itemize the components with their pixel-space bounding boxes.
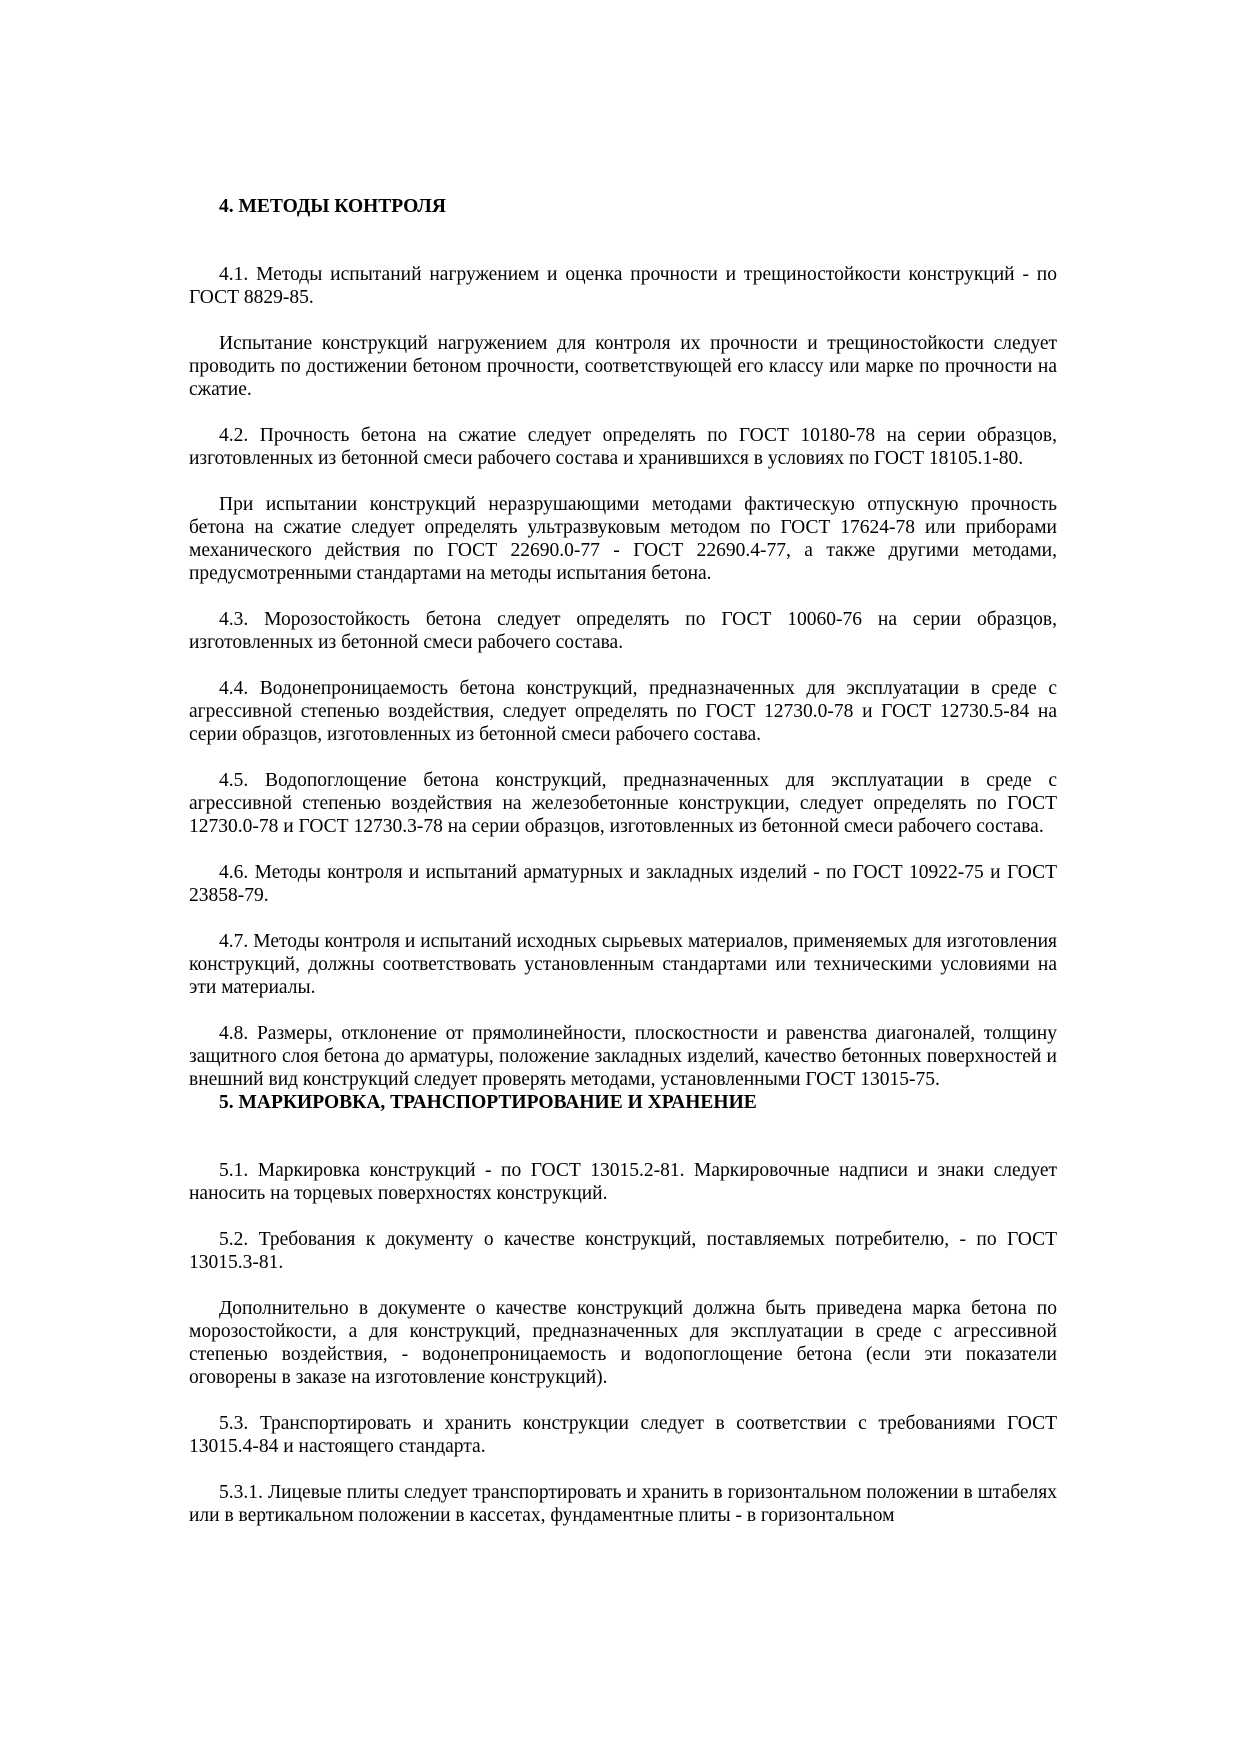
paragraph-4-4: 4.4. Водонепроницаемость бетона конструкций, предназначенных для эксплуатации в среде с агрессивной степенью воздействия, следует определять по ГОСТ 12730.0-78 и ГОСТ 12730.5-84 на серии образцов, изготовленных из бетонной смеси рабочего состава.: [189, 678, 1057, 745]
paragraph-4-3: 4.3. Морозостойкость бетона следует определять по ГОСТ 10060-76 на серии образцов, изготовленных из бетонной смеси рабочего состава.: [189, 609, 1057, 653]
paragraph-4-1-note: Испытание конструкций нагружением для контроля их прочности и трещиностойкости следует проводить по достижении бетоном прочности, соответствующей его классу или марке по прочности на сжатие.: [189, 333, 1057, 400]
paragraph-4-8: 4.8. Размеры, отклонение от прямолинейности, плоскостности и равенства диагоналей, толщину защитного слоя бетона до арматуры, положение закладных изделий, качество бетонных поверхностей и внешний вид конструкций следует проверять методами, установленными ГОСТ 13015-75.: [189, 1023, 1057, 1090]
paragraph-4-1: 4.1. Методы испытаний нагружением и оценка прочности и трещиностойкости конструкций - по ГОСТ 8829-85.: [189, 264, 1057, 308]
paragraph-5-3: 5.3. Транспортировать и хранить конструкции следует в соответствии с требованиями ГОСТ 13015.4-84 и настоящего стандарта.: [189, 1413, 1057, 1457]
section-5-heading: 5. МАРКИРОВКА, ТРАНСПОРТИРОВАНИЕ И ХРАНЕНИЕ: [219, 1092, 757, 1113]
paragraph-5-1: 5.1. Маркировка конструкций - по ГОСТ 13015.2-81. Маркировочные надписи и знаки следует наносить на торцевых поверхностях конструкций.: [189, 1160, 1057, 1204]
paragraph-4-2: 4.2. Прочность бетона на сжатие следует определять по ГОСТ 10180-78 на серии образцов, изготовленных из бетонной смеси рабочего состава и хранившихся в условиях по ГОСТ 18105.1-80.: [189, 425, 1057, 469]
document-page: [189, 196, 1057, 1527]
paragraph-4-7: 4.7. Методы контроля и испытаний исходных сырьевых материалов, применяемых для изготовления конструкций, должны соответствовать установленным стандартами или техническими условиями на эти материалы.: [189, 931, 1057, 998]
paragraph-5-3-1: 5.3.1. Лицевые плиты следует транспортировать и хранить в горизонтальном положении в штабелях или в вертикальном положении в кассетах, фундаментные плиты - в горизонтальном: [189, 1482, 1057, 1526]
paragraph-4-5: 4.5. Водопоглощение бетона конструкций, предназначенных для эксплуатации в среде с агрессивной степенью воздействия на железобетонные конструкции, следует определять по ГОСТ 12730.0-78 и ГОСТ 12730.3-78 на серии образцов, изготовленных из бетонной смеси рабочего состава.: [189, 770, 1057, 837]
paragraph-5-2: 5.2. Требования к документу о качестве конструкций, поставляемых потребителю, - по ГОСТ 13015.3-81.: [189, 1229, 1057, 1273]
paragraph-4-2-note: При испытании конструкций неразрушающими методами фактическую отпускную прочность бетона на сжатие следует определять ультразвуковым методом по ГОСТ 17624-78 или приборами механического действия по ГОСТ 22690.0-77 - ГОСТ 22690.4-77, а также другими методами, предусмотренными стандартами на методы испытания бетона.: [189, 494, 1057, 584]
section-4-heading: 4. МЕТОДЫ КОНТРОЛЯ: [219, 196, 446, 217]
paragraph-5-2-note: Дополнительно в документе о качестве конструкций должна быть приведена марка бетона по морозостойкости, а для конструкций, предназначенных для эксплуатации в среде с агрессивной степенью воздействия, - водонепроницаемость и водопоглощение бетона (если эти показатели оговорены в заказе на изготовление конструкций).: [189, 1298, 1057, 1388]
paragraph-4-6: 4.6. Методы контроля и испытаний арматурных и закладных изделий - по ГОСТ 10922-75 и ГОСТ 23858-79.: [189, 862, 1057, 906]
